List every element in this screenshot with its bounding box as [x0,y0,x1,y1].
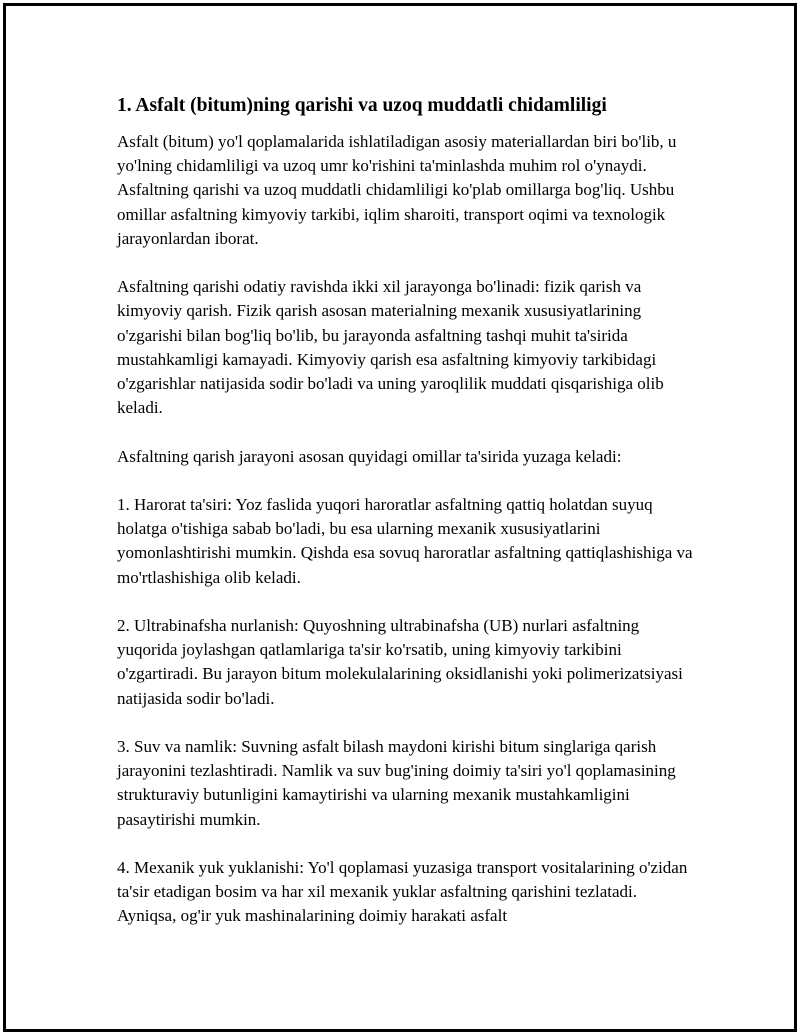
paragraph-aging-types: Asfaltning qarishi odatiy ravishda ikki xil jarayonga bo'linadi: fizik qarish va kimyoviy qarish. Fizik qarish asosan materialning mexanik xususiyatlarining o'zgarishi bilan bog'liq bo'lib, bu jarayonda asfaltning tashqi muhit ta'sirida mustahkamligi kamayadi. Kimyoviy qarish esa asfaltning kimyoviy tarkibidagi o'zgarishlar natijasida sodir bo'ladi va uning yaroqlilik muddati qisqarishiga olib keladi. [117,277,664,418]
paragraph-factor-uv: 2. Ultrabinafsha nurlanish: Quyoshning ultrabinafsha (UB) nurlari asfaltning yuqorida joylashgan qatlamlariga ta'sir ko'rsatib, uning kimyoviy tarkibini o'zgartiradi. Bu jarayon bitum molekulalarining oksidlanishi yoki polimerizatsiyasi natijasida sodir bo'ladi. [117,616,683,708]
document-body [117,93,697,953]
paragraph-factors-intro: Asfaltning qarish jarayoni asosan quyidagi omillar ta'sirida yuzaga keladi: [117,446,622,466]
paragraph-factor-temperature: 1. Harorat ta'siri: Yoz faslida yuqori haroratlar asfaltning qattiq holatdan suyuq holatga o'tishiga sabab bo'ladi, bu esa ularning mexanik xususiyatlarini yomonlashtirishi mumkin. Qishda esa sovuq haroratlar asfaltning qattiqlashishiga va mo'rtlashishiga olib keladi. [117,495,693,587]
paragraph-factor-mechanical-load: 4. Mexanik yuk yuklanishi: Yo'l qoplamasi yuzasiga transport vositalarining o'zidan ta'sir etadigan bosim va har xil mexanik yuklar asfaltning qarishini tezlatadi. Ayniqsa, og'ir yuk mashinalarining doimiy harakati asfalt [117,858,688,926]
paragraph-factor-water: 3. Suv va namlik: Suvning asfalt bilash maydoni kirishi bitum singlariga qarish jarayonini tezlashtiradi. Namlik va suv bug'ining doimiy ta'siri yo'l qoplamasining strukturaviy butunligini kamaytirishi va ularning mexanik mustahkamligini pasaytirishi mumkin. [117,737,676,829]
paragraph-intro: Asfalt (bitum) yo'l qoplamalarida ishlatiladigan asosiy materiallardan biri bo'lib, u yo'lning chidamliligi va uzoq umr ko'rishini ta'minlashda muhim rol o'ynaydi. Asfaltning qarishi va uzoq muddatli chidamliligi ko'plab omillarga bog'liq. Ushbu omillar asfaltning kimyoviy tarkibi, iqlim sharoiti, transport oqimi va texnologik jarayonlardan iborat. [117,132,677,248]
section-title: 1. Asfalt (bitum)ning qarishi va uzoq muddatli chidamliligi [117,95,607,116]
